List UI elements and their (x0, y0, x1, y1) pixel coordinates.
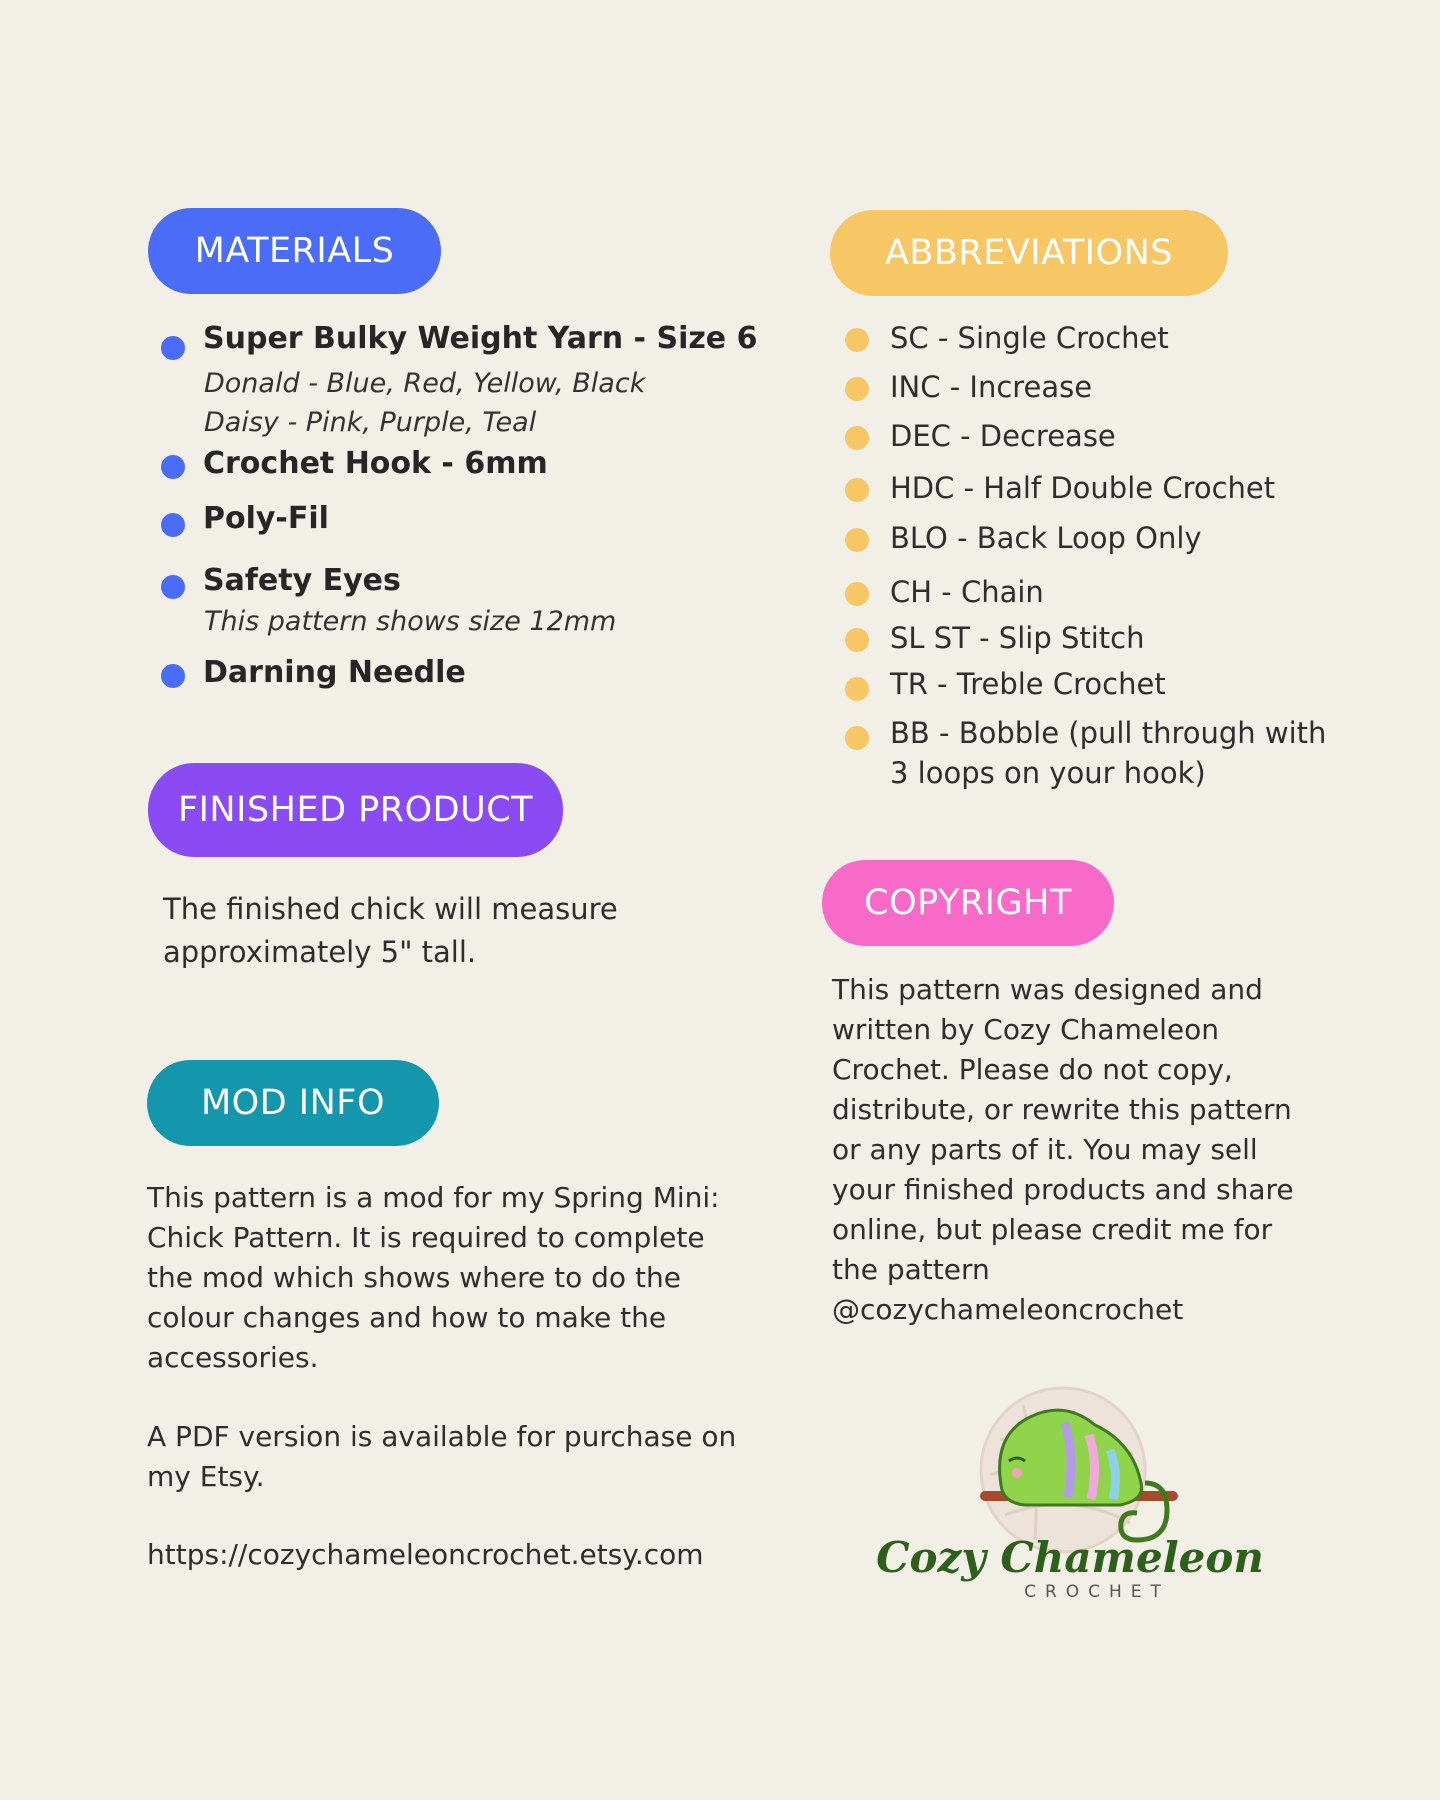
abbr-sc: SC - Single Crochet (890, 321, 1169, 355)
etsy-link[interactable]: https://cozychameleoncrochet.etsy.com (147, 1538, 704, 1571)
copyright-line: written by Cozy Chameleon (832, 1013, 1219, 1046)
abbr-tr: TR - Treble Crochet (890, 667, 1166, 701)
material-yarn-colors-donald: Donald - Blue, Red, Yellow, Black (204, 368, 646, 399)
abbr-slst: SL ST - Slip Stitch (890, 621, 1145, 655)
copyright-line: distribute, or rewrite this pattern (832, 1093, 1292, 1126)
copyright-line: online, but please credit me for (832, 1213, 1273, 1246)
abbreviations-heading (830, 210, 1228, 296)
material-safety-eyes: Safety Eyes (203, 563, 401, 598)
finished-line: The finished chick will measure (163, 892, 618, 926)
bullet-icon (845, 528, 869, 552)
copyright-line: This pattern was designed and (832, 973, 1263, 1006)
abbr-ch: CH - Chain (890, 575, 1044, 609)
bullet-icon (161, 575, 185, 599)
abbr-hdc: HDC - Half Double Crochet (890, 471, 1276, 505)
material-yarn-colors-daisy: Daisy - Pink, Purple, Teal (204, 407, 537, 438)
copyright-line: your finished products and share (832, 1173, 1294, 1206)
bullet-icon (845, 426, 869, 450)
materials-heading-label: MATERIALS (194, 231, 395, 271)
material-yarn: Super Bulky Weight Yarn - Size 6 (203, 321, 758, 356)
bullet-icon (845, 582, 869, 606)
abbr-bb: BB - Bobble (pull through with (890, 716, 1327, 750)
bullet-icon (161, 336, 185, 360)
abbreviations-heading-label: ABBREVIATIONS (884, 233, 1174, 273)
mod-info-pdf-note (147, 1417, 736, 1497)
bullet-icon (845, 478, 869, 502)
bullet-icon (845, 726, 869, 750)
copyright-handle: @cozychameleoncrochet (832, 1293, 1184, 1326)
material-hook: Crochet Hook - 6mm (203, 446, 548, 481)
mod-info-paragraph (147, 1178, 720, 1378)
chameleon-on-yarn-ball-icon (980, 1388, 1178, 1552)
bullet-icon (161, 513, 185, 537)
abbr-blo: BLO - Back Loop Only (890, 521, 1202, 555)
copyright-heading-label: COPYRIGHT (864, 883, 1072, 923)
finished-product-heading (148, 763, 563, 857)
bullet-icon (845, 328, 869, 352)
mod-info-line: the mod which shows where to do the (147, 1261, 681, 1294)
mod-info-line: accessories. (147, 1341, 319, 1374)
abbr-inc: INC - Increase (890, 370, 1093, 404)
material-polyfil: Poly-Fil (203, 501, 329, 536)
mod-info-line: my Etsy. (147, 1460, 265, 1493)
abbr-dec: DEC - Decrease (890, 419, 1116, 453)
mod-info-line: Chick Pattern. It is required to complete (147, 1221, 705, 1254)
copyright-heading (822, 860, 1114, 946)
finished-product-description (163, 888, 618, 974)
mod-info-line: A PDF version is available for purchase on (147, 1420, 737, 1453)
materials-heading (148, 208, 441, 294)
copyright-line: the pattern (832, 1253, 990, 1286)
mod-info-heading-label: MOD INFO (200, 1083, 385, 1123)
abbr-bb-continued: 3 loops on your hook) (890, 756, 1206, 790)
cozy-chameleon-logo (876, 1365, 1264, 1605)
mod-info-heading (147, 1060, 439, 1146)
bullet-icon (845, 677, 869, 701)
mod-info-line: This pattern is a mod for my Spring Mini: (147, 1181, 720, 1214)
bullet-icon (161, 664, 185, 688)
bullet-icon (845, 628, 869, 652)
copyright-line: or any parts of it. You may sell (832, 1133, 1258, 1166)
mod-info-line: colour changes and how to make the (147, 1301, 667, 1334)
copyright-line: Crochet. Please do not copy, (832, 1053, 1233, 1086)
material-safety-eyes-note: This pattern shows size 12mm (204, 606, 617, 637)
logo-wordmark: Cozy Chameleon (876, 1533, 1264, 1582)
finished-line: approximately 5" tall. (163, 935, 477, 969)
copyright-text (832, 970, 1294, 1330)
logo-subtext: CROCHET (1024, 1582, 1170, 1602)
finished-product-heading-label: FINISHED PRODUCT (177, 790, 534, 830)
bullet-icon (161, 455, 185, 479)
bullet-icon (845, 377, 869, 401)
material-darning-needle: Darning Needle (203, 655, 466, 690)
